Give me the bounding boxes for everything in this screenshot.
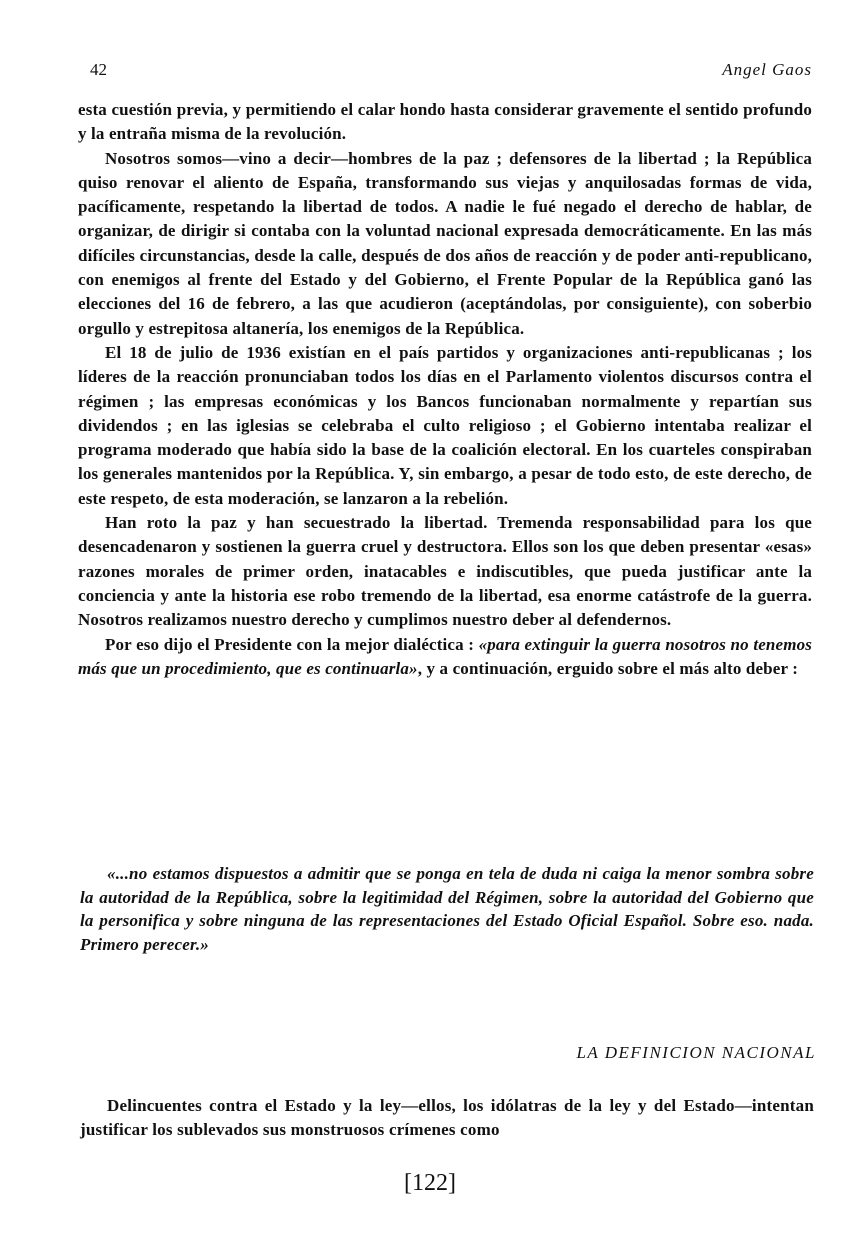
president-lead: Por eso dijo el Presidente con la mejor dialéctica : [105, 634, 479, 654]
paragraph: El 18 de julio de 1936 existían en el país partidos y organizaciones anti-republicanas ; los líderes de la reacción pronunciaban todos los días en el Parlamento violentos discursos contra el régimen ; las empresas económicas y los Bancos funcionaban normalmente y repartían sus dividendos ; en las iglesias se celebraba el culto religioso ; el Gobierno intentaba realizar el programa moderado que había sido la base de la coalición electoral. En los cuarteles conspiraban los generales mantenidos por la República. Y, sin embargo, a pesar de todo esto, de este derecho, de este respeto, de esta moderación, se lanzaron a la rebelión. [78, 342, 812, 508]
paragraph: esta cuestión previa, y permitiendo el calar hondo hasta considerar gravemente el sentido profundo y la entraña misma de la revolución. [78, 100, 812, 144]
section-title: LA DEFINICION NACIONAL [576, 1043, 816, 1062]
paragraph: Nosotros somos—vino a decir—hombres de la paz ; defensores de la libertad ; la República quiso renovar el aliento de España, transformando sus viejas y anquilosadas formas de vida, pacíficamente, respetando la libertad de todos. A nadie le fué negado el derecho de hablar, de organizar, de dirigir si contaba con la voluntad nacional expresada democráticamente. En las más difíciles circunstancias, desde la calle, después de dos años de reacción y de poder anti-republicano, con enemigos al frente del Estado y del Gobierno, el Frente Popular de la República ganó las elecciones del 16 de febrero, a las que acudieron (aceptándolas, por consiguiente), con soberbio orgullo y estrepitosa altanería, los enemigos de la República. [78, 148, 812, 338]
footer-page-number: [122] [404, 1170, 456, 1196]
closing-text [80, 1094, 814, 1142]
president-tail: , y a continuación, erguido sobre el más alto deber : [417, 658, 799, 678]
paragraph: Delincuentes contra el Estado y la ley—ellos, los idólatras de la ley y del Estado—intentan justificar los sublevados sus monstruosos crímenes como [80, 1096, 814, 1139]
page-number: 42 [90, 60, 107, 79]
paragraph: Han roto la paz y han secuestrado la libertad. Tremenda responsabilidad para los que desencadenaron y sostienen la guerra cruel y destructora. Ellos son los que deben presentar «esas» razones morales de primer orden, inatacables e indiscutibles, que pueda justificar ante la conciencia y ante la historia ese robo tremendo de la libertad, esa enorme catástrofe de la guerra. Nosotros realizamos nuestro derecho y cumplimos nuestro deber al defendernos. [78, 513, 812, 630]
president-quote: «para extinguir la guerra nosotros no tenemos más que un procedimiento, que es continuarla» [78, 634, 812, 678]
body-text [78, 98, 812, 681]
running-author: Angel Gaos [722, 60, 812, 79]
block-quote [80, 862, 814, 957]
running-header [90, 60, 812, 84]
president-paragraph [78, 633, 812, 682]
block-quote-text: «...no estamos dispuestos a admitir que se ponga en tela de duda ni caiga la menor sombra sobre la autoridad de la República, sobre la legitimidad del Régimen, sobre la autoridad del Gobierno que la personifica y sobre ninguna de las representaciones del Estado Oficial Español. Sobre eso. nada. Primero perecer.» [80, 864, 814, 955]
